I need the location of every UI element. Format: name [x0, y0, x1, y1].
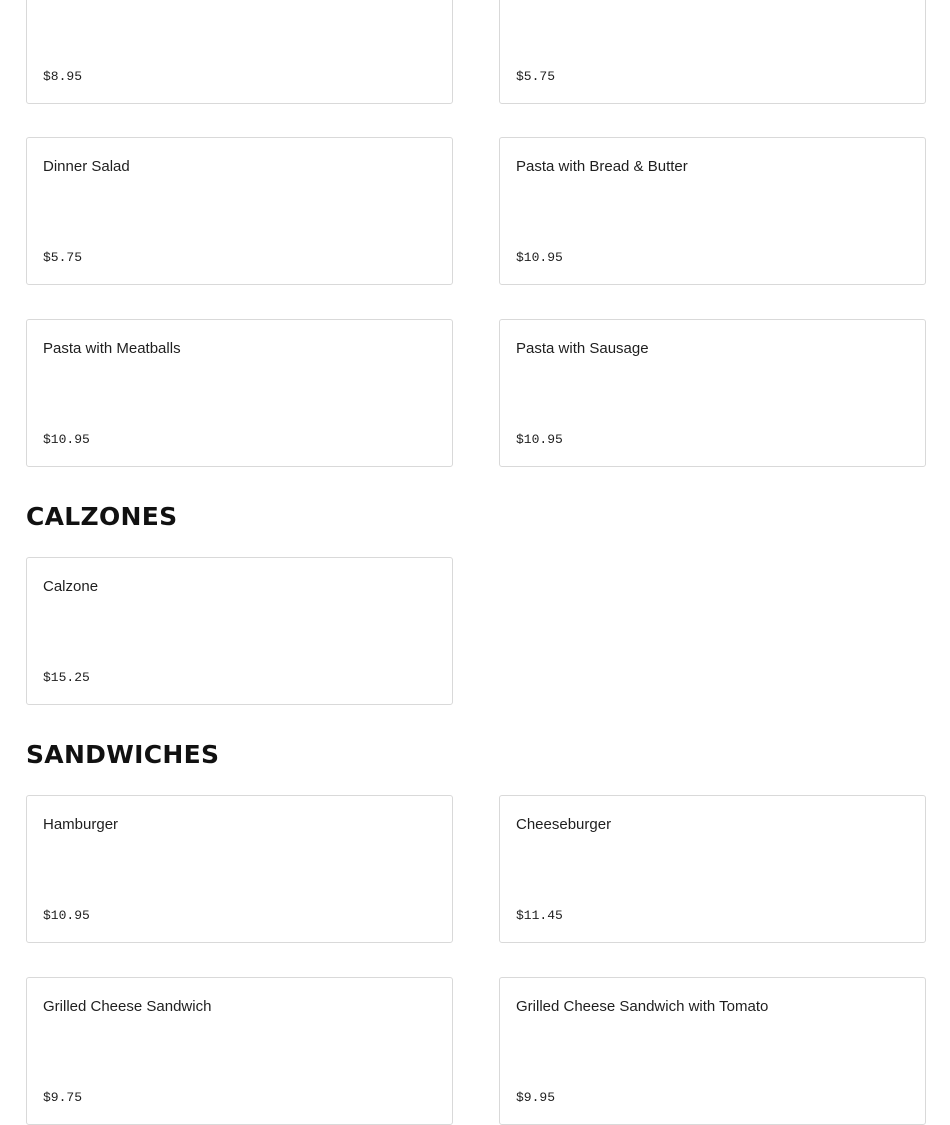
item-price: $10.95 — [43, 432, 90, 447]
menu-item-card[interactable] — [26, 0, 453, 104]
item-price: $8.95 — [43, 69, 83, 84]
item-name: Grilled Cheese Sandwich — [43, 998, 212, 1015]
item-price: $10.95 — [43, 908, 90, 923]
item-name: Pasta with Sausage — [516, 340, 649, 357]
menu-item-card[interactable] — [26, 137, 453, 285]
item-name: Cheeseburger — [516, 816, 612, 833]
item-name: Calzone — [43, 578, 99, 595]
item-price: $5.75 — [516, 69, 556, 84]
item-price: $10.95 — [516, 250, 563, 265]
item-price: $15.25 — [43, 670, 90, 685]
menu-item-card[interactable] — [499, 795, 926, 943]
item-price: $9.95 — [516, 1090, 556, 1105]
menu-item-card[interactable] — [499, 137, 926, 285]
menu-item-card[interactable] — [499, 319, 926, 467]
item-name: Grilled Cheese Sandwich with Tomato — [516, 998, 769, 1015]
section-title-calzones: CALZONES — [26, 502, 178, 531]
menu-item-card[interactable] — [26, 319, 453, 467]
menu-item-card[interactable] — [26, 795, 453, 943]
item-price: $11.45 — [516, 908, 563, 923]
item-name: Pasta with Bread & Butter — [516, 158, 688, 175]
menu-item-card[interactable] — [499, 0, 926, 104]
item-name: Pasta with Meatballs — [43, 340, 181, 357]
item-price: $5.75 — [43, 250, 83, 265]
menu-item-card[interactable] — [499, 977, 926, 1125]
item-price: $10.95 — [516, 432, 563, 447]
item-name: Hamburger — [43, 816, 119, 833]
menu-item-card[interactable] — [26, 977, 453, 1125]
item-name: Dinner Salad — [43, 158, 130, 175]
item-price: $9.75 — [43, 1090, 83, 1105]
menu-item-card[interactable] — [26, 557, 453, 705]
section-title-sandwiches: SANDWICHES — [26, 740, 220, 769]
